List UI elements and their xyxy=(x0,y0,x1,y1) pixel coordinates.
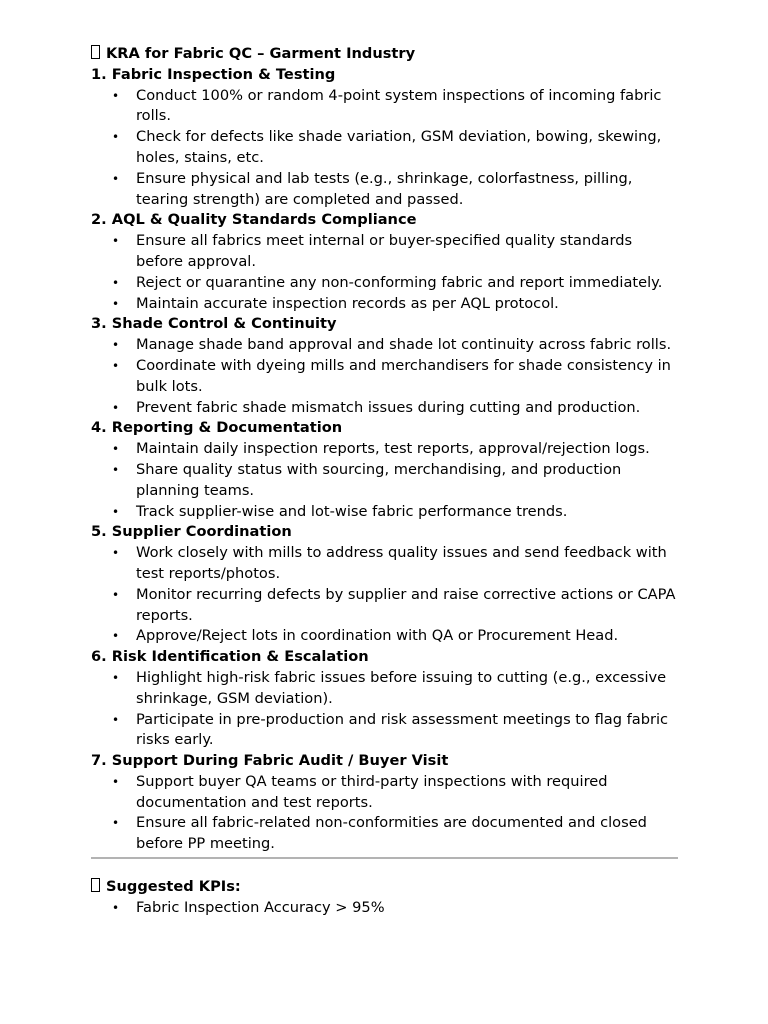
bullet-icon: • xyxy=(112,358,120,373)
section-heading-3: 3. Shade Control & Continuity xyxy=(91,315,337,333)
list-item: • Support buyer QA teams or third-party inspections with required documentation and test reports. xyxy=(112,772,608,811)
bullet-icon: • xyxy=(112,816,120,831)
bullet-icon: • xyxy=(112,442,120,457)
list-item: • Coordinate with dyeing mills and merchandisers for shade consistency in bulk lots. xyxy=(112,356,671,395)
list-item: • Ensure all fabrics meet internal or buyer-specified quality standards before approval. xyxy=(112,232,633,270)
section-heading-4: 4. Reporting & Documentation xyxy=(91,419,343,437)
bullet-icon: • xyxy=(112,130,120,145)
bullet-icon: • xyxy=(112,88,120,103)
list-item: • Ensure physical and lab tests (e.g., shrinkage, colorfastness, pilling, tearing strength) are completed and passed. xyxy=(112,169,633,208)
section-list-6 xyxy=(91,668,678,751)
list-item: • Maintain accurate inspection records as per AQL protocol. xyxy=(91,294,678,315)
bullet-icon: • xyxy=(112,774,120,789)
section-list-2 xyxy=(91,231,678,314)
missing-glyph-icon xyxy=(91,878,100,892)
bullet-icon: • xyxy=(112,587,120,602)
list-item: • Prevent fabric shade mismatch issues during cutting and production. xyxy=(91,398,678,419)
list-item: • Participate in pre-production and risk assessment meetings to flag fabric risks early. xyxy=(112,710,669,749)
kpis-heading-text: Suggested KPIs: xyxy=(106,878,241,896)
missing-glyph-icon xyxy=(91,45,100,59)
kpis-list xyxy=(91,898,678,919)
list-item: • Monitor recurring defects by supplier and raise corrective actions or CAPA reports. xyxy=(112,585,676,624)
list-item: • Share quality status with sourcing, merchandising, and production planning teams. xyxy=(112,460,622,499)
section-list-4 xyxy=(91,439,678,522)
kpis-heading xyxy=(91,877,678,898)
bullet-icon: • xyxy=(112,712,120,727)
bullet-icon: • xyxy=(112,275,120,290)
section-list-5 xyxy=(91,543,678,647)
list-item: • Work closely with mills to address quality issues and send feedback with test reports/photos. xyxy=(112,544,667,582)
bullet-icon: • xyxy=(112,400,120,415)
section-list-1 xyxy=(91,86,678,211)
bullet-icon: • xyxy=(112,546,120,561)
bullet-icon: • xyxy=(112,629,120,644)
list-item: • Fabric Inspection Accuracy > 95% xyxy=(91,898,678,919)
horizontal-divider xyxy=(91,857,678,859)
bullet-icon: • xyxy=(112,900,120,915)
list-item: • Reject or quarantine any non-conforming fabric and report immediately. xyxy=(91,273,678,294)
document-title xyxy=(91,44,678,65)
bullet-icon: • xyxy=(112,670,120,685)
bullet-icon: • xyxy=(112,504,120,519)
section-heading-7: 7. Support During Fabric Audit / Buyer Visit xyxy=(91,752,449,770)
section-heading-2: 2. AQL & Quality Standards Compliance xyxy=(91,211,417,229)
bullet-icon: • xyxy=(112,171,120,186)
list-item: • Approve/Reject lots in coordination with QA or Procurement Head. xyxy=(91,626,678,647)
document-title-text: KRA for Fabric QC – Garment Industry xyxy=(106,45,416,62)
list-item: • Maintain daily inspection reports, test reports, approval/rejection logs. xyxy=(91,439,678,460)
list-item: • Ensure all fabric-related non-conformities are documented and closed before PP meeting. xyxy=(112,814,647,853)
bullet-icon: • xyxy=(112,296,120,311)
section-list-3 xyxy=(91,335,678,418)
section-heading-5: 5. Supplier Coordination xyxy=(91,523,292,541)
list-item: • Conduct 100% or random 4-point system inspections of incoming fabric rolls. xyxy=(112,86,662,125)
bullet-icon: • xyxy=(112,234,120,249)
list-item: • Manage shade band approval and shade lot continuity across fabric rolls. xyxy=(91,335,678,356)
bullet-icon: • xyxy=(112,462,120,477)
bullet-icon: • xyxy=(112,338,120,353)
list-item: • Check for defects like shade variation, GSM deviation, bowing, skewing, holes, stains, etc. xyxy=(112,128,662,166)
section-list-7 xyxy=(91,772,678,855)
list-item: • Highlight high-risk fabric issues before issuing to cutting (e.g., excessive shrinkage, GSM deviation). xyxy=(112,668,667,707)
list-item: • Track supplier-wise and lot-wise fabric performance trends. xyxy=(91,502,678,523)
section-heading-1: 1. Fabric Inspection & Testing xyxy=(91,65,336,83)
section-heading-6: 6. Risk Identification & Escalation xyxy=(91,648,369,666)
